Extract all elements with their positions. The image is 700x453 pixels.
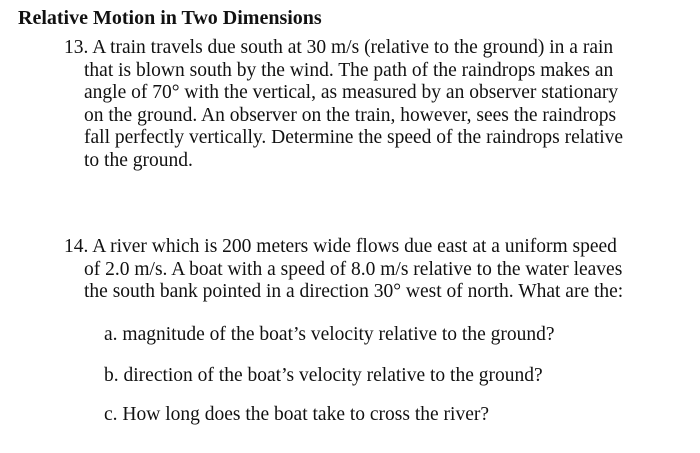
problem-13-line-5: fall perfectly vertically. Determine the speed of the raindrops relative [84,127,624,149]
problem-13-line-1 [64,37,623,60]
problem-13-line-2: that is blown south by the wind. The path of the raindrops makes an [84,59,614,81]
problem-14-number: 14. [64,236,89,257]
problem-14-line-3: the south bank pointed in a direction 30° west of north. What are the: [84,281,624,303]
problem-13 [64,37,623,173]
subquestion-a: a. magnitude of the boat’s velocity relative to the ground? [104,324,555,345]
problem-13-line-3: angle of 70° with the vertical, as measured by an observer stationary [84,82,619,104]
problem-14-line-1 [64,236,623,259]
subquestion-c: c. How long does the boat take to cross the river? [104,404,490,425]
problem-13-line-6: to the ground. [84,149,193,171]
section-title: Relative Motion in Two Dimensions [18,7,322,29]
problem-13-line-4: on the ground. An observer on the train, however, sees the raindrops [84,104,617,126]
problem-13-number: 13. [64,37,89,58]
problem-14-text: A river which is 200 meters wide flows due east at a uniform speed [92,236,617,257]
problem-14-line-2: of 2.0 m/s. A boat with a speed of 8.0 m/s relative to the water leaves [84,258,623,280]
subquestion-b: b. direction of the boat’s velocity relative to the ground? [104,365,543,386]
problem-13-text: A train travels due south at 30 m/s (relative to the ground) in a rain [92,37,614,58]
problem-14 [64,236,623,304]
